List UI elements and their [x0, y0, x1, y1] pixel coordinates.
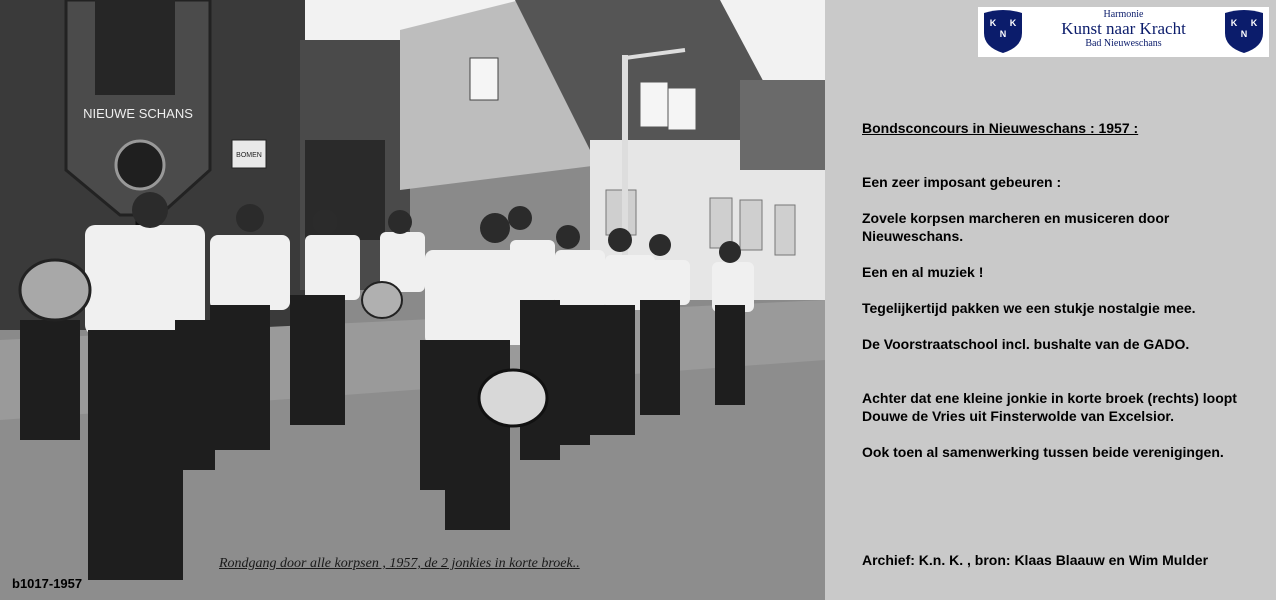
svg-text:N: N [999, 29, 1007, 39]
logo-text [1028, 7, 1219, 57]
tuba [20, 260, 90, 320]
paragraph-7: Ook toen al samenwerking tussen beide verenigingen. [862, 444, 1224, 460]
paragraph-2: Zovele korpsen marcheren en musiceren door Nieuweschans. [862, 210, 1170, 244]
logo-title: Kunst naar Kracht [1061, 19, 1186, 38]
svg-text:N: N [1240, 29, 1248, 39]
svg-text:K: K [1009, 18, 1017, 28]
svg-text:K: K [1250, 18, 1258, 28]
sign-text: BOMEN [236, 152, 262, 159]
banner-text: NIEUWE SCHANS [83, 106, 193, 121]
svg-text:K: K [1230, 18, 1238, 28]
archive-footer: Archief: K.n. K. , bron: Klaas Blaauw en Wim Mulder [862, 552, 1209, 568]
paragraph-5: De Voorstraatschool incl. bushalte van de GADO. [862, 336, 1190, 352]
photo-code: b1017-1957 [12, 576, 83, 591]
paragraph-3: Een en al muziek ! [862, 264, 984, 280]
logo-subtitle: Bad Nieuweschans [1085, 38, 1162, 49]
paragraph-6: Achter dat ene kleine jonkie in korte broek (rechts) loopt Douwe de Vries uit Finsterwolde van Excelsior. [862, 390, 1237, 424]
svg-text:K: K [989, 18, 997, 28]
logo-top-line: Harmonie [1103, 9, 1144, 20]
kunst-naar-kracht-logo [978, 7, 1269, 57]
shield-icon [980, 9, 1026, 55]
page-heading: Bondsconcours in Nieuweschans : 1957 : [862, 120, 1139, 136]
shield-icon [1221, 9, 1267, 55]
photo-caption: Rondgang door alle korpsen , 1957, de 2 jonkies in korte broek.. [219, 556, 580, 571]
drum [479, 370, 547, 426]
paragraph-1: Een zeer imposant gebeuren : [862, 174, 1062, 190]
paragraph-4: Tegelijkertijd pakken we een stukje nostalgie mee. [862, 300, 1196, 316]
